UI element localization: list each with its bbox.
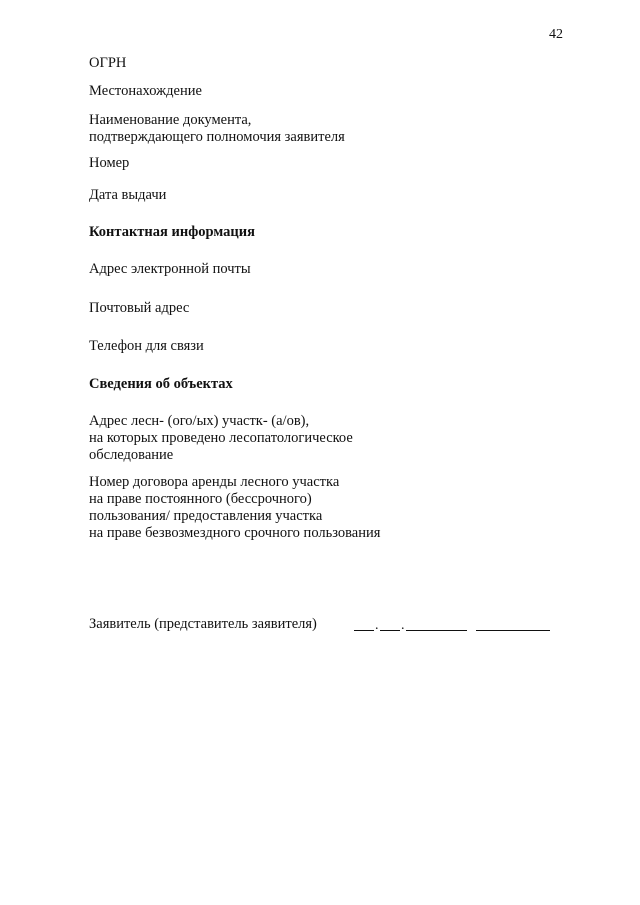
contact-section-heading: Контактная информация — [89, 224, 255, 240]
field-lease-number-label-line-4: на праве безвозмездного срочного пользования — [89, 525, 381, 541]
field-document-name-label-line-2: подтверждающего полномочия заявителя — [89, 129, 345, 145]
signature-month-blank[interactable] — [380, 630, 400, 631]
field-lease-number-label-line-3: пользования/ предоставления участка — [89, 508, 323, 524]
field-forest-address-label-line-2: на которых проведено лесопатологическое — [89, 430, 353, 446]
signature-date-separator-1: . — [375, 618, 379, 633]
field-lease-number-label-line-1: Номер договора аренды лесного участка — [89, 474, 340, 490]
field-forest-address-label-line-3: обследование — [89, 447, 174, 463]
signature-row — [89, 616, 559, 636]
signature-date-separator-2: . — [401, 618, 405, 633]
field-lease-number-label-line-2: на праве постоянного (бессрочного) — [89, 491, 312, 507]
signature-sign-blank[interactable] — [476, 630, 550, 631]
signature-year-blank[interactable] — [406, 630, 467, 631]
field-postal-address-label: Почтовый адрес — [89, 300, 190, 316]
objects-section-heading: Сведения об объектах — [89, 376, 233, 392]
field-email-label: Адрес электронной почты — [89, 261, 251, 277]
page-number: 42 — [549, 27, 563, 42]
signature-day-blank[interactable] — [354, 630, 374, 631]
field-issue-date-label: Дата выдачи — [89, 187, 167, 203]
field-number-label: Номер — [89, 155, 130, 171]
field-location-label: Местонахождение — [89, 83, 202, 99]
signature-label: Заявитель (представитель заявителя) — [89, 616, 317, 632]
field-phone-label: Телефон для связи — [89, 338, 204, 354]
field-document-name-label-line-1: Наименование документа, — [89, 112, 252, 128]
field-ogrn-label: ОГРН — [89, 55, 127, 71]
field-forest-address-label-line-1: Адрес лесн- (ого/ых) участк- (а/ов), — [89, 413, 310, 429]
